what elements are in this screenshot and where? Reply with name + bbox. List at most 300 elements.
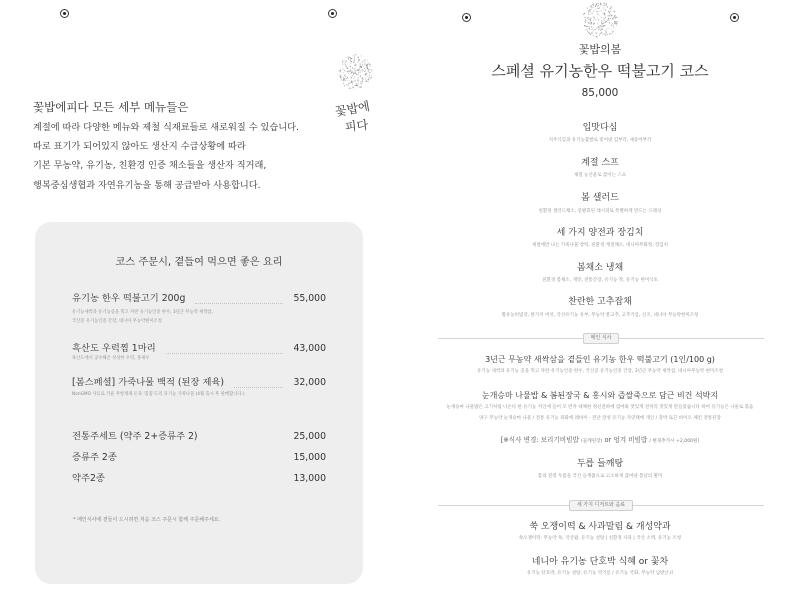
logo-dot [608,19,609,20]
logo-dot [591,22,592,23]
logo-dot [358,80,359,81]
logo-dot [598,13,599,14]
logo-dot [368,63,369,64]
logo-dot [350,81,351,82]
logo-dot [611,25,612,26]
drink-row [72,452,326,464]
logo-dot [593,16,594,17]
logo-dot [353,55,354,56]
intro-heading: 꽃밥에피다 모든 세부 메뉴들은 [33,100,189,114]
logo-dot [355,73,356,74]
logo-dot [367,60,368,61]
logo-dot [593,35,594,36]
course-item-name: 세 가지 양전과 장김치 [556,228,644,238]
logo-dot [589,19,590,20]
course-item-name: 봄채소 냉채 [576,263,624,273]
intro-line: 기본 무농약, 유기농, 친환경 인증 채소들을 생산자 직거래, [33,160,267,171]
main-item-desc: 양구 무농약 눈개승마 나물 / 전통 유기농 좌화에 레바이 · 전난 장성 유기농 자연태에 개인 / 충박 토끈 바이오 체킨 전통된장 [479,416,721,421]
logo-dot [590,6,591,7]
logo-dot [351,88,352,89]
logo-dot [606,32,607,33]
logo-dot [350,60,351,61]
logo-dot [367,64,368,65]
logo-dot [615,18,616,19]
logo-dot [368,64,369,65]
logo-dot [604,34,605,35]
logo-dot [360,87,361,88]
logo-dot [342,74,343,75]
logo-dot [604,5,605,6]
logo-dot [369,69,370,70]
logo-dot [605,9,606,10]
logo-dot [371,69,372,70]
logo-dot [355,80,356,81]
logo-dot [352,75,353,76]
logo-dot [596,36,597,37]
course-item-desc: 친환경 봄채소, 게맛, 전통간장, 유기농 잣, 유기농 현미식초 [542,278,658,283]
logo-dot [591,33,592,34]
logo-dot [369,77,370,78]
logo-dot [602,33,603,34]
main-course-label: 메인 식사 [583,333,620,344]
logo-dot [364,59,365,60]
logo-dot [345,74,346,75]
logo-dot [362,71,363,72]
logo-dot [343,78,344,79]
course-subtitle: 꽃밥의봄 [578,43,622,56]
order-note: * 메인식사에 곁들이 드시려면 처음 코스 주문시 함께 주문해주세요. [73,517,221,523]
logo-dot [339,71,340,72]
logo-dot [589,28,590,29]
logo-dot [362,81,363,82]
logo-dot [584,25,585,26]
logo-dot [365,62,366,63]
logo-dot [606,29,607,30]
logo-dot [346,84,347,85]
course-item-desc: 활유농비빔강, 한가지 버섯, 국산유기농 유부, 무농약 풋고추, 고추기름, 신조, 네니아 무농약현미조청 [501,313,699,318]
logo-dot [369,75,370,76]
logo-dot [597,6,598,7]
logo-dot [583,14,584,15]
logo-dot [596,33,597,34]
logo-dot [343,64,344,65]
logo-dot [362,79,363,80]
logo-dot [369,63,370,64]
course-item-name: 찬란한 고추잡채 [568,297,632,307]
logo-dot [596,8,597,9]
logo-dot [354,71,355,72]
logo-dot [596,4,597,5]
logo-dot [588,10,589,11]
logo-dot [590,6,591,7]
dessert-desc: 유기농 단호박, 유기농 설탕, 유기농 엿기름 / 유기농 국화, 무농약 남방산쇠 [526,571,674,576]
logo-dot [370,65,371,66]
logo-dot [352,71,353,72]
logo-dot [606,33,607,34]
logo-dot [602,13,603,14]
logo-dot [614,16,615,17]
logo-dot [604,13,605,14]
logo-dot [351,77,352,78]
logo-dot [369,72,370,73]
logo-dot [608,15,609,16]
logo-dot [591,27,592,28]
logo-dot [596,19,597,20]
logo-dot [601,29,602,30]
logo-dot [611,29,612,30]
logo-dot [607,34,608,35]
logo-dot [601,10,602,11]
dish-name: 흑산도 우럭찜 1마리 [72,343,156,354]
logo-dot [607,22,608,23]
meal-change-prefix: [※식사 변경: 보리기비빔밥 [500,436,579,444]
intro-line: 행복중심생협과 자연유기농을 통해 공급받아 사용합니다. [33,180,261,191]
course-item-desc: 친환경 샐러드채소, 콩발효된 레시피로 특별하게 만드는 드레싱 [538,209,662,214]
logo-dot [597,23,598,24]
dish-description: 유기농새싹과 유기농콩을 먹고 자란 유기농인증 한우, 3년근 무농약 새싹삼, [72,310,213,315]
logo-dot [603,8,604,9]
soup-name: 두릅 들깨탕 [576,459,624,469]
main-item-name: 3년근 무농약 새싹삼을 곁들인 유기농 한우 떡불고기 (1인/100 g) [485,355,715,364]
logo-dot [349,83,350,84]
logo-dot [350,66,351,67]
logo-dot [611,6,612,7]
dish-description: 국산콩 유기농인증 간장, 네니아 무농약현미조청 [72,319,162,324]
logo-dot [594,23,595,24]
logo-dot [612,19,613,20]
logo-dot [356,83,357,84]
logo-dot [371,75,372,76]
logo-dot [585,30,586,31]
logo-dot [599,25,600,26]
logo-dot [346,67,347,68]
logo-dot [601,28,602,29]
logo-dot [600,3,601,4]
logo-dot [598,3,599,4]
logo-dot [600,33,601,34]
logo-dot [355,70,356,71]
logo-dot [586,29,587,30]
logo-dot [365,79,366,80]
logo-dot [351,61,352,62]
intro-line: 계절에 따라 다양한 메뉴와 제철 식재료들로 새로워질 수 있습니다. [33,122,299,133]
logo-dot [602,5,603,6]
dessert-desc: 쑥오쟁이떡: 무농약 쑥, 국산팥, 유기농 설탕 | 친환경 사과 | 국산 소맥, 유기농 조청 [518,536,682,541]
logo-dot [613,26,614,27]
logo-dot [613,17,614,18]
logo-dot [597,18,598,19]
logo-dot [358,77,359,78]
logo-dot [614,15,615,16]
logo-dot [358,60,359,61]
side-menu-panel [35,222,363,584]
logo-dot [584,13,585,14]
logo-dot [362,69,363,70]
logo-dot [342,61,343,62]
logo-dot [346,78,347,79]
logo-dot [354,56,355,57]
binder-hole-icon [60,9,69,18]
drink-row [72,473,326,485]
logo-dot [365,65,366,66]
side-dish-row [72,293,326,305]
side-dish-row [72,343,326,355]
logo-dot [582,17,583,18]
logo-dot [370,77,371,78]
logo-dot [602,23,603,24]
logo-dot [611,15,612,16]
logo-dot [603,34,604,35]
logo-dot [354,77,355,78]
logo-dot [607,20,608,21]
logo-dot [347,80,348,81]
logo-dot [354,85,355,86]
course-title: 스페셜 유기농한우 떡불고기 코스 [491,62,709,80]
logo-dot [600,25,601,26]
logo-dot [593,7,594,8]
logo-dot [598,21,599,22]
logo-dot [586,20,587,21]
logo-dot [354,80,355,81]
logo-dot [602,26,603,27]
logo-dot [355,54,356,55]
logo-dot [372,71,373,72]
main-item-desc: 눈개승마 나물밥은 고기처럼 나온다 한 유기농 저인에 들어 모 반자 대체한 정신전하에 엄마와 맛있게 전처리 맛있게 만들었습니다 하여 유기농은 나물로 볶음 [446,405,754,410]
logo-dot [356,74,357,75]
dessert-divider [438,500,764,510]
logo-dot [590,23,591,24]
logo-dot [595,29,596,30]
logo-dot [348,73,349,74]
logo-dot [609,20,610,21]
logo-dot [612,18,613,19]
divider-line [633,505,764,506]
logo-dot [613,24,614,25]
logo-dot [358,62,359,63]
soup-desc: 봄의 전령 두릅을 국산 들깨즙으로 고소하게 끓여낸 봄날의 별미 [537,474,663,479]
logo-dot [595,34,596,35]
logo-dot [370,64,371,65]
logo-dot [356,84,357,85]
logo-dot [360,76,361,77]
logo-dot [616,25,617,26]
logo-dot [371,77,372,78]
logo-dot [346,68,347,69]
logo-dot [362,62,363,63]
logo-dot [610,33,611,34]
logo-dot [366,67,367,68]
logo-dot [352,82,353,83]
logo-dot [587,7,588,8]
logo-dot [348,56,349,57]
side-dish-row [72,377,326,389]
logo-dot [613,31,614,32]
logo-dot [610,11,611,12]
logo-dot [588,14,589,15]
logo-dot [357,69,358,70]
logo-dot [344,85,345,86]
meal-change-note: (들깨된장) [581,439,603,444]
logo-text-line1: 꽃밥에 [334,99,371,119]
logo-dot [598,8,599,9]
logo-dot [590,21,591,22]
logo-dot [368,69,369,70]
logo-dot [359,69,360,70]
logo-dot [355,55,356,56]
logo-dot [589,10,590,11]
logo-dot [353,61,354,62]
logo-dot [597,13,598,14]
logo-dot [349,88,350,89]
logo-dot [609,15,610,16]
logo-dot [596,27,597,28]
dotted-leader [166,353,284,354]
dish-price: 43,000 [293,343,326,354]
logo-dot [587,22,588,23]
logo-dot [600,30,601,31]
logo-dot [353,73,354,74]
logo-dot [604,33,605,34]
logo-dot [366,73,367,74]
logo-dot [590,18,591,19]
logo-dot [601,21,602,22]
logo-dot [360,66,361,67]
logo-dot [369,79,370,80]
logo-dot [604,14,605,15]
dessert-label: 세 가지 디저트와 음료 [569,500,633,511]
logo-dot [352,86,353,87]
logo-dot [615,17,616,18]
drink-price: 13,000 [293,473,326,484]
binder-hole-icon [730,13,739,22]
logo-dot [348,58,349,59]
logo-dot [587,17,588,18]
logo-dot [613,18,614,19]
logo-dot [341,79,342,80]
logo-dot [613,12,614,13]
logo-dot [358,57,359,58]
logo-dot [346,60,347,61]
logo-dot [360,56,361,57]
logo-dot [352,68,353,69]
logo-dot [356,85,357,86]
logo-dot [607,28,608,29]
logo-dot [365,81,366,82]
logo-dot [590,11,591,12]
logo-dot [350,58,351,59]
logo-dot [595,5,596,6]
logo-dot [599,28,600,29]
logo-dot [608,18,609,19]
divider-line [438,338,583,339]
logo-dot [365,69,366,70]
course-item-desc: 제철 농산물로 끓이는 스프 [573,173,627,178]
logo-dot [355,81,356,82]
logo-dot [358,70,359,71]
logo-dot [601,24,602,25]
logo-dot [354,81,355,82]
logo-dot [354,68,355,69]
course-item-name: 입맛다심 [582,123,618,133]
drink-row [72,431,326,443]
logo-dot [351,80,352,81]
logo-dot [348,71,349,72]
logo-dot [614,11,615,12]
logo-dot [368,70,369,71]
logo-dot [609,34,610,35]
intro-line: 따로 표기가 되어있지 않아도 생산지 수급상황에 따라 [33,141,246,152]
logo-dot [592,29,593,30]
dotted-leader [234,387,283,388]
logo-dot [585,26,586,27]
meal-change-surcharge: / 변경추가시 +2,000원] [649,439,700,444]
logo-dot [588,23,589,24]
drink-name: 전통주세트 (약주 2+증류주 2) [72,431,198,442]
logo-dot [347,77,348,78]
logo-dot [606,4,607,5]
logo-dot [347,57,348,58]
logo-dot [604,20,605,21]
main-item-name: 눈개승마 나물밥 & 봄된장국 & 홍시와 즙쌀죽으로 담근 비건 석박지 [481,391,719,400]
drink-name: 증류주 2종 [72,452,117,463]
dessert-name: 쑥 오쟁이떡 & 사과말림 & 개성약과 [529,522,671,532]
logo-dot [361,70,362,71]
logo-dot [360,62,361,63]
logo-dot [344,75,345,76]
logo-dot [347,71,348,72]
logo-dot [359,59,360,60]
logo-dot [348,84,349,85]
logo-dot [590,19,591,20]
drink-price: 15,000 [293,452,326,463]
logo-dot [340,70,341,71]
main-course-divider [438,333,764,343]
logo-dot [584,17,585,18]
logo-dot [589,33,590,34]
logo-dot [612,11,613,12]
logo-dot [609,33,610,34]
logo-dot [362,65,363,66]
logo-dot [343,69,344,70]
logo-dot [341,80,342,81]
logo-dot [351,73,352,74]
logo-dot [593,5,594,6]
logo-dot [358,72,359,73]
logo-dot [359,87,360,88]
logo-dot [612,23,613,24]
logo-dot [365,75,366,76]
dish-name: 유기농 한우 떡불고기 200g [72,293,186,304]
logo-dot [606,3,607,4]
logo-dot [601,26,602,27]
dish-name: [봄스페셜] 가죽나물 백적 (된장 제육) [72,377,225,388]
logo-dot [597,8,598,9]
logo-dot [590,29,591,30]
logo-dot [588,11,589,12]
logo-dot [352,84,353,85]
logo-dot [586,26,587,27]
logo-dot [589,26,590,27]
logo-dot [363,61,364,62]
logo-dot [585,19,586,20]
logo-dot [597,14,598,15]
logo-dot [596,32,597,33]
logo-dot [362,77,363,78]
logo-dot [364,63,365,64]
logo-dot [364,68,365,69]
logo-dot [360,64,361,65]
logo-dot [352,70,353,71]
